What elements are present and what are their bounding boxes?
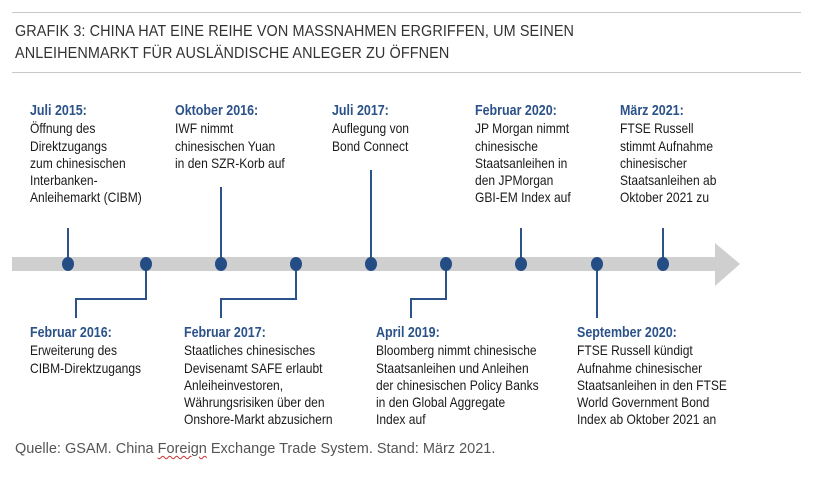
event-text-line: in den SZR-Korb auf xyxy=(175,154,285,171)
dot-juli-2015 xyxy=(62,257,74,271)
event-text-line: der chinesischen Policy Banks xyxy=(376,376,539,393)
event-text-line: Index ab Oktober 2021 an xyxy=(577,411,717,428)
dot-juli-2017 xyxy=(365,257,377,271)
event-text-line: FTSE Russell kündigt xyxy=(577,342,693,359)
event-text-line: Interbanken- xyxy=(30,172,98,189)
dot-september-2020 xyxy=(591,257,603,271)
event-text-line: den JPMorgan xyxy=(475,172,554,189)
event-text-line: Staatliches chinesisches xyxy=(184,342,316,359)
event-text-line: GBI-EM Index auf xyxy=(475,189,571,206)
event-text-line: chinesischer xyxy=(620,154,687,171)
dot-oktober-2016 xyxy=(215,257,227,271)
event-text-line: FTSE Russell xyxy=(620,120,694,137)
event-date: Juli 2017: xyxy=(332,103,389,119)
event-text-line: Erweiterung des xyxy=(30,342,118,359)
event-date: Juli 2015: xyxy=(30,103,87,119)
figure-title-line-2: ANLEIHENMARKT FÜR AUSLÄNDISCHE ANLEGER ZU ÖFFNEN xyxy=(15,45,450,62)
event-text-line: IWF nimmt xyxy=(175,120,234,137)
event-text-line: Staatsanleihen in den FTSE xyxy=(577,376,727,393)
event-text-line: Öffnung des xyxy=(30,120,96,137)
event-text-line: chinesischen Yuan xyxy=(175,137,276,154)
event-text-line: zum chinesischen xyxy=(30,154,126,171)
event-text-line: Aufnahme chinesischer xyxy=(577,359,703,376)
event-text-line: Onshore-Markt abzusichern xyxy=(184,411,333,428)
dot-februar-2020 xyxy=(515,257,527,271)
event-date: Februar 2016: xyxy=(30,325,112,341)
event-april-2019 xyxy=(376,325,539,429)
event-februar-2016 xyxy=(30,325,141,377)
event-date: März 2021: xyxy=(620,103,684,119)
figure-title-line-1: GRAFIK 3: CHINA HAT EINE REIHE VON MASSNAHMEN ERGRIFFEN, UM SEINEN xyxy=(15,23,575,40)
source-note xyxy=(15,441,495,457)
source-suffix: Exchange Trade System. Stand: März 2021. xyxy=(206,441,496,457)
event-text-line: chinesische xyxy=(475,137,538,154)
event-text-line: Devisenamt SAFE erlaubt xyxy=(184,359,323,376)
dot-maerz-2021 xyxy=(657,257,669,271)
event-text-line: Staatsanleihen in xyxy=(475,154,568,171)
top-connectors xyxy=(68,170,663,264)
event-juli-2017 xyxy=(332,103,409,155)
source-prefix: Quelle: GSAM. China xyxy=(15,441,158,457)
bottom-connectors xyxy=(76,264,597,318)
timeline-bar xyxy=(12,257,717,271)
event-text-line: Bond Connect xyxy=(332,137,409,154)
dot-februar-2016 xyxy=(140,257,152,271)
event-text-line: CIBM-Direktzugangs xyxy=(30,359,142,376)
event-oktober-2016 xyxy=(175,103,285,172)
event-text-line: Staatsanleihen ab xyxy=(620,172,717,189)
event-text-line: Index auf xyxy=(376,411,426,428)
timeline-arrowhead-icon xyxy=(715,243,740,286)
spellcheck-flagged-word: Foreign xyxy=(157,441,207,457)
event-text-line: stimmt Aufnahme xyxy=(620,137,714,154)
event-februar-2020 xyxy=(475,103,571,207)
event-september-2020 xyxy=(577,325,727,429)
event-text-line: in den Global Aggregate xyxy=(376,394,506,411)
event-text-line: JP Morgan nimmt xyxy=(475,120,570,137)
event-date: Oktober 2016: xyxy=(175,103,259,119)
event-date: Februar 2020: xyxy=(475,103,557,119)
dot-februar-2017 xyxy=(290,257,302,271)
event-juli-2015 xyxy=(30,103,142,207)
event-text-line: Bloomberg nimmt chinesische xyxy=(376,342,537,359)
event-februar-2017 xyxy=(184,325,333,429)
event-text-line: Währungsrisiken über den xyxy=(184,394,325,411)
dot-april-2019 xyxy=(440,257,452,271)
event-date: Februar 2017: xyxy=(184,325,266,341)
event-text-line: Staatsanleihen und Anleihen xyxy=(376,359,529,376)
event-date: September 2020: xyxy=(577,325,677,341)
event-maerz-2021 xyxy=(620,103,716,207)
event-date: April 2019: xyxy=(376,325,440,341)
event-text-line: Auflegung von xyxy=(332,120,409,137)
event-text-line: Oktober 2021 zu xyxy=(620,189,710,206)
event-text-line: World Government Bond xyxy=(577,394,710,411)
event-text-line: Direktzugangs xyxy=(30,137,107,154)
event-text-line: Anleihemarkt (CIBM) xyxy=(30,189,142,206)
event-text-line: Anleiheinvestoren, xyxy=(184,376,284,393)
